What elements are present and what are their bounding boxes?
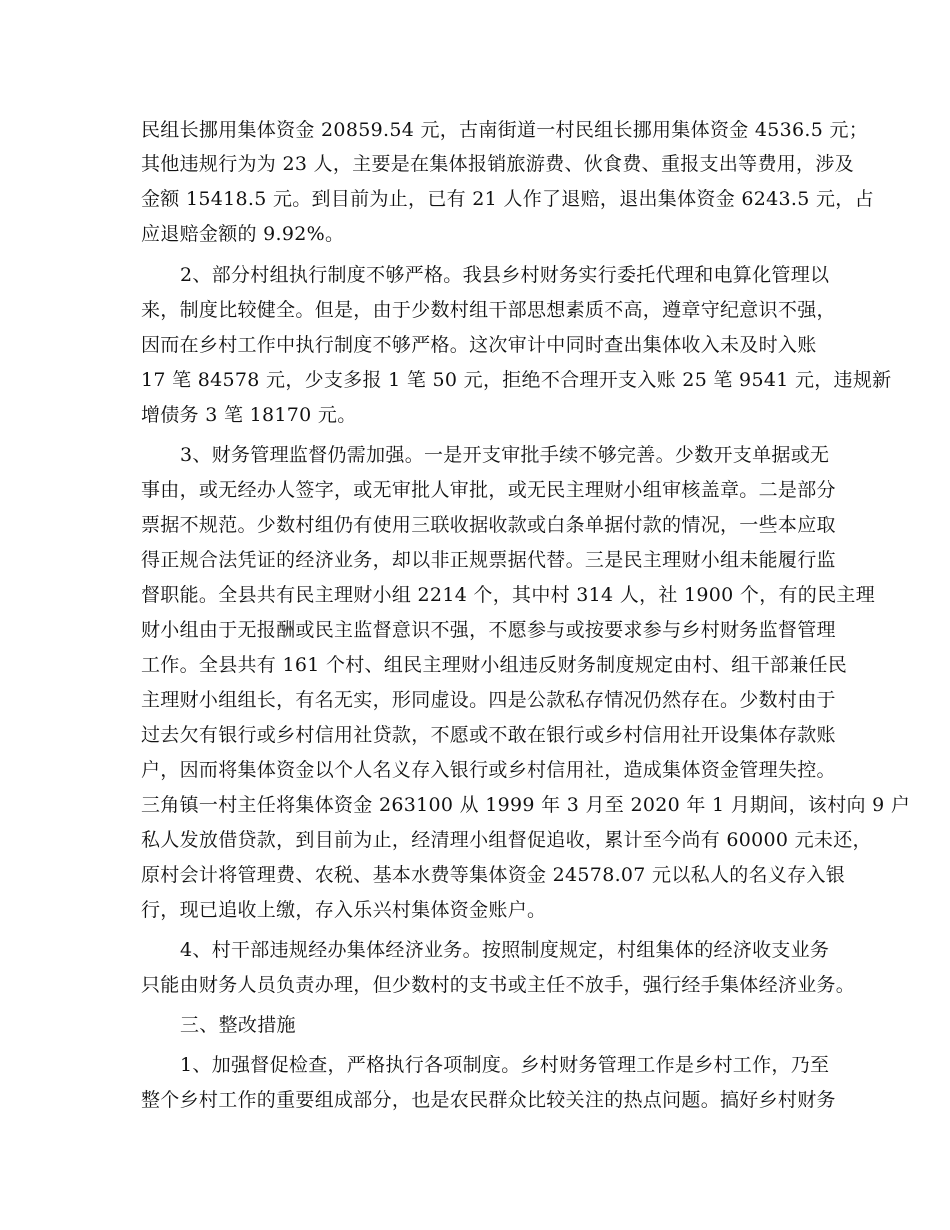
text-line: 17 笔 84578 元，少支多报 1 笔 50 元，拒绝不合理开支入账 25 笔 9541 元，违规新 xyxy=(141,369,892,391)
text-line: 过去欠有银行或乡村信用社贷款，不愿或不敢在银行或乡村信用社开设集体存款账 xyxy=(141,724,836,746)
text-line: 督职能。全县共有民主理财小组 2214 个，其中村 314 人，社 1900 个，有的民主理 xyxy=(141,584,876,606)
text-line: 其他违规行为为 23 人，主要是在集体报销旅游费、伙食费、重报支出等费用，涉及 xyxy=(141,153,854,175)
text-line: 原村会计将管理费、农税、基本水费等集体资金 24578.07 元以私人的名义存入银 xyxy=(141,864,846,886)
text-line: 事由，或无经办人签字，或无审批人审批，或无民主理财小组审核盖章。二是部分 xyxy=(141,479,836,501)
text-line: 私人发放借贷款，到目前为止，经清理小组督促追收，累计至今尚有 60000 元未还， xyxy=(141,829,872,851)
paragraph-start-line: 3、财务管理监督仍需加强。一是开支审批手续不够完善。少数开支单据或无 xyxy=(180,444,830,466)
text-line: 主理财小组组长，有名无实，形同虚设。四是公款私存情况仍然存在。少数村由于 xyxy=(141,689,836,711)
section-heading: 三、整改措施 xyxy=(180,1014,296,1036)
text-line: 三角镇一村主任将集体资金 263100 从 1999 年 3 月至 2020 年 1 月期间，该村向 9 户 xyxy=(141,794,911,816)
text-line: 得正规合法凭证的经济业务，却以非正规票据代替。三是民主理财小组未能履行监 xyxy=(141,549,836,571)
text-line: 金额 15418.5 元。到目前为止，已有 21 人作了退赔，退出集体资金 6243.5 元，占 xyxy=(141,188,874,210)
text-line: 整个乡村工作的重要组成部分，也是农民群众比较关注的热点问题。搞好乡村财务 xyxy=(141,1089,836,1111)
text-line: 财小组由于无报酬或民主监督意识不强，不愿参与或按要求参与乡村财务监督管理 xyxy=(141,619,836,641)
text-line: 来，制度比较健全。但是，由于少数村组干部思想素质不高，遵章守纪意识不强， xyxy=(141,299,836,321)
text-line: 只能由财务人员负责办理，但少数村的支书或主任不放手，强行经手集体经济业务。 xyxy=(141,974,856,996)
paragraph-start-line: 2、部分村组执行制度不够严格。我县乡村财务实行委托代理和电算化管理以 xyxy=(180,264,830,286)
paragraph-start-line: 4、村干部违规经办集体经济业务。按照制度规定，村组集体的经济收支业务 xyxy=(180,939,830,961)
text-line: 票据不规范。少数村组仍有使用三联收据收款或白条单据付款的情况，一些本应取 xyxy=(141,514,836,536)
text-line: 增债务 3 笔 18170 元。 xyxy=(141,404,357,426)
text-line: 应退赔金额的 9.92%。 xyxy=(141,223,345,245)
text-line: 工作。全县共有 161 个村、组民主理财小组违反财务制度规定由村、组干部兼任民 xyxy=(141,654,848,676)
text-line: 行，现已追收上缴，存入乐兴村集体资金账户。 xyxy=(141,899,547,921)
text-line: 民组长挪用集体资金 20859.54 元，古南街道一村民组长挪用集体资金 4536.5 元； xyxy=(141,119,869,141)
text-line: 因而在乡村工作中执行制度不够严格。这次审计中同时查出集体收入未及时入账 xyxy=(141,334,817,356)
paragraph-start-line: 1、加强督促检查，严格执行各项制度。乡村财务管理工作是乡村工作，乃至 xyxy=(180,1054,830,1076)
text-line: 户，因而将集体资金以个人名义存入银行或乡村信用社，造成集体资金管理失控。 xyxy=(141,759,836,781)
